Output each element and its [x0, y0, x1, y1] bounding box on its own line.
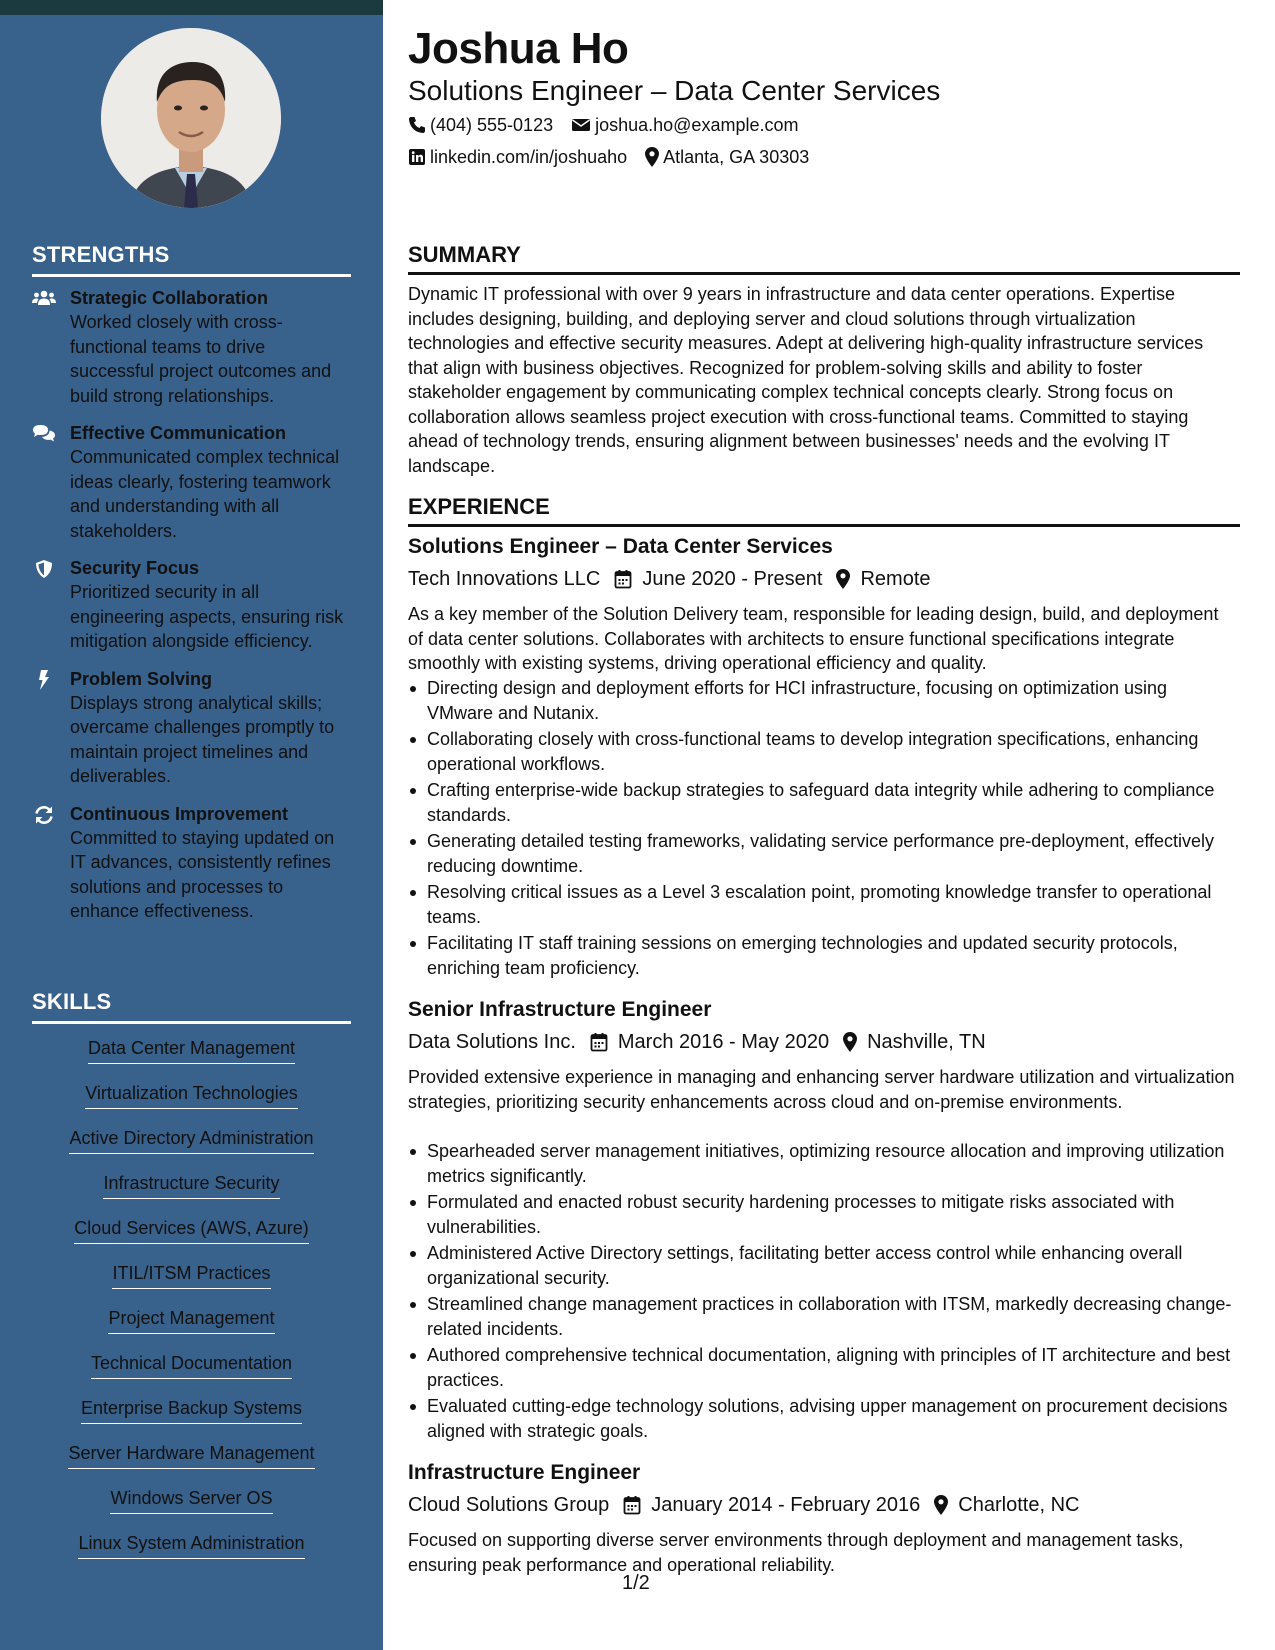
strength-title: Effective Communication [70, 423, 287, 443]
location-text: Atlanta, GA 30303 [663, 147, 810, 167]
map-pin-icon [843, 1032, 857, 1052]
skill-item: Cloud Services (AWS, Azure) [32, 1216, 351, 1261]
map-pin-icon [836, 569, 850, 589]
strength-title: Continuous Improvement [70, 803, 289, 824]
strength-title: Security Focus [70, 558, 200, 578]
strength-title: Strategic Collaboration [70, 288, 269, 308]
job-dates [623, 1491, 920, 1519]
job-location-text: Remote [860, 568, 931, 590]
chat-icon [32, 421, 70, 543]
list-item: Formulated and enacted robust security hardening processes to mitigate risks associated with vulnerabilities. [408, 1190, 1238, 1239]
strength-desc: Prioritized security in all engineering aspects, ensuring risk mitigation alongside efficiency. [70, 582, 344, 651]
contact-phone[interactable] [408, 113, 553, 137]
contact-linkedin[interactable] [408, 145, 627, 169]
skills-heading: SKILLS [32, 989, 351, 1024]
skill-item: Server Hardware Management [32, 1441, 351, 1486]
experience-heading: EXPERIENCE [408, 494, 1240, 527]
job-company: Cloud Solutions Group [408, 1494, 610, 1516]
job-location [843, 1028, 986, 1056]
job-meta [408, 565, 945, 593]
job-dates-text: June 2020 - Present [642, 568, 823, 590]
skill-item: Data Center Management [32, 1036, 351, 1081]
strength-item [32, 556, 354, 654]
strength-desc: Communicated complex technical ideas clearly, fostering teamwork and understanding with all stakeholders. [70, 447, 340, 541]
calendar-icon [623, 1495, 641, 1515]
envelope-icon [571, 117, 591, 133]
shield-icon [32, 556, 70, 654]
job-company: Tech Innovations LLC [408, 568, 601, 590]
linkedin-icon [408, 148, 426, 166]
job-description: Provided extensive experience in managing and enhancing server hardware utilization and virtualization strategies, prioritizing security enhancements across cloud and on-premise environments. [408, 1067, 1235, 1112]
email-text: joshua.ho@example.com [595, 115, 799, 135]
page-indicator: 1/2 [622, 1572, 650, 1594]
profile-photo [101, 28, 281, 208]
job-location [836, 565, 930, 593]
job-title: Senior Infrastructure Engineer [408, 998, 712, 1021]
list-item: Evaluated cutting-edge technology solutions, advising upper management on procurement decisions aligned with strategic goals. [408, 1394, 1238, 1443]
job-title: Solutions Engineer – Data Center Services [408, 535, 833, 558]
list-item: Streamlined change management practices in collaboration with ITSM, markedly decreasing change-related incidents. [408, 1292, 1238, 1341]
job-dates-text: March 2016 - May 2020 [617, 1031, 830, 1053]
phone-text: (404) 555-0123 [430, 115, 554, 135]
job-location-text: Nashville, TN [867, 1031, 986, 1053]
contact-location [645, 145, 809, 169]
map-pin-icon [645, 147, 659, 167]
linkedin-text: linkedin.com/in/joshuaho [430, 147, 628, 167]
list-item: Spearheaded server management initiatives, optimizing resource allocation and improving utilization metrics significantly. [408, 1139, 1238, 1188]
job-dates-text: January 2014 - February 2016 [651, 1494, 921, 1516]
job-meta [408, 1491, 1093, 1519]
list-item: Administered Active Directory settings, facilitating better access control while enhancing overall organizational security. [408, 1241, 1238, 1290]
bolt-icon [32, 667, 70, 789]
skill-item: Linux System Administration [32, 1531, 351, 1576]
strength-item [32, 421, 354, 543]
calendar-icon [614, 569, 632, 589]
skill-item: Windows Server OS [32, 1486, 351, 1531]
sidebar-top-band [0, 0, 383, 15]
list-item: Resolving critical issues as a Level 3 escalation point, promoting knowledge transfer to operational teams. [408, 880, 1238, 929]
users-icon [32, 286, 70, 408]
list-item: Facilitating IT staff training sessions on emerging technologies and updated security protocols, enriching team proficiency. [408, 931, 1238, 980]
job-location [934, 1491, 1079, 1519]
job-description: Focused on supporting diverse server environments through deployment and management tasks, ensuring peak performance and operational reliability. [408, 1530, 1184, 1575]
job-location-text: Charlotte, NC [958, 1494, 1080, 1516]
phone-icon [408, 116, 426, 134]
list-item: Directing design and deployment efforts for HCI infrastructure, focusing on optimization using VMware and Nutanix. [408, 676, 1238, 725]
candidate-title: Solutions Engineer – Data Center Services [408, 75, 941, 106]
candidate-name: Joshua Ho [408, 24, 629, 73]
contact-row-1 [408, 113, 816, 137]
strength-desc: Worked closely with cross-functional teams to drive successful project outcomes and build strong relationships. [70, 312, 332, 406]
strength-desc: Committed to staying updated on IT advances, consistently refines solutions and processes to enhance effectiveness. [70, 827, 335, 921]
job-meta [408, 1028, 1000, 1056]
job-title: Infrastructure Engineer [408, 1461, 641, 1484]
job-dates [614, 565, 822, 593]
calendar-icon [590, 1032, 608, 1052]
summary-text: Dynamic IT professional with over 9 years in infrastructure and data center operations. Expertise includes designing, building, and deploying server and cloud solutions through virtualization technologies and effective security measures. Adept at delivering high-quality infrastructure services that align with business objectives. Recognized for problem-solving skills and ability to foster stakeholder engagement by communicating complex technical concepts clearly. Strong focus on collaboration allows seamless project execution with cross-functional teams. Committed to staying ahead of technology trends, ensuring alignment between businesses' needs and the evolving IT landscape. [408, 284, 1204, 476]
skill-item: Infrastructure Security [32, 1171, 351, 1216]
list-item: Crafting enterprise-wide backup strategies to safeguard data integrity while adhering to compliance standards. [408, 778, 1238, 827]
strengths-heading: STRENGTHS [32, 242, 351, 277]
skills-list [32, 1036, 351, 1576]
job-description: As a key member of the Solution Delivery team, responsible for leading design, build, and deployment of data center solutions. Collaborates with architects to ensure functional specifications integrate smoothly with existing systems, driving operational efficiency and quality. [408, 604, 1219, 673]
strength-desc: Displays strong analytical skills; overcame challenges promptly to maintain project timelines and deliverables. [70, 692, 335, 786]
skill-item: Technical Documentation [32, 1351, 351, 1396]
job-bullets [408, 1139, 1238, 1445]
strength-item [32, 667, 354, 789]
job-company: Data Solutions Inc. [408, 1031, 576, 1053]
skill-item: Enterprise Backup Systems [32, 1396, 351, 1441]
summary-heading: SUMMARY [408, 242, 1240, 275]
job-dates [590, 1028, 829, 1056]
contact-email[interactable] [571, 113, 798, 137]
list-item: Generating detailed testing frameworks, validating service performance pre-deployment, effectively reducing downtime. [408, 829, 1238, 878]
list-item: Authored comprehensive technical documentation, aligning with principles of IT architecture and best practices. [408, 1343, 1238, 1392]
strength-item [32, 802, 354, 924]
map-pin-icon [934, 1495, 948, 1515]
skill-item: ITIL/ITSM Practices [32, 1261, 351, 1306]
skill-item: Virtualization Technologies [32, 1081, 351, 1126]
strength-title: Problem Solving [70, 668, 213, 689]
contact-row-2 [408, 145, 827, 169]
job-bullets [408, 676, 1238, 982]
list-item: Collaborating closely with cross-functional teams to develop integration specifications, enhancing operational workflows. [408, 727, 1238, 776]
strength-item [32, 286, 354, 408]
refresh-icon [32, 802, 70, 924]
skill-item: Active Directory Administration [32, 1126, 351, 1171]
strengths-list [32, 286, 354, 937]
skill-item: Project Management [32, 1306, 351, 1351]
